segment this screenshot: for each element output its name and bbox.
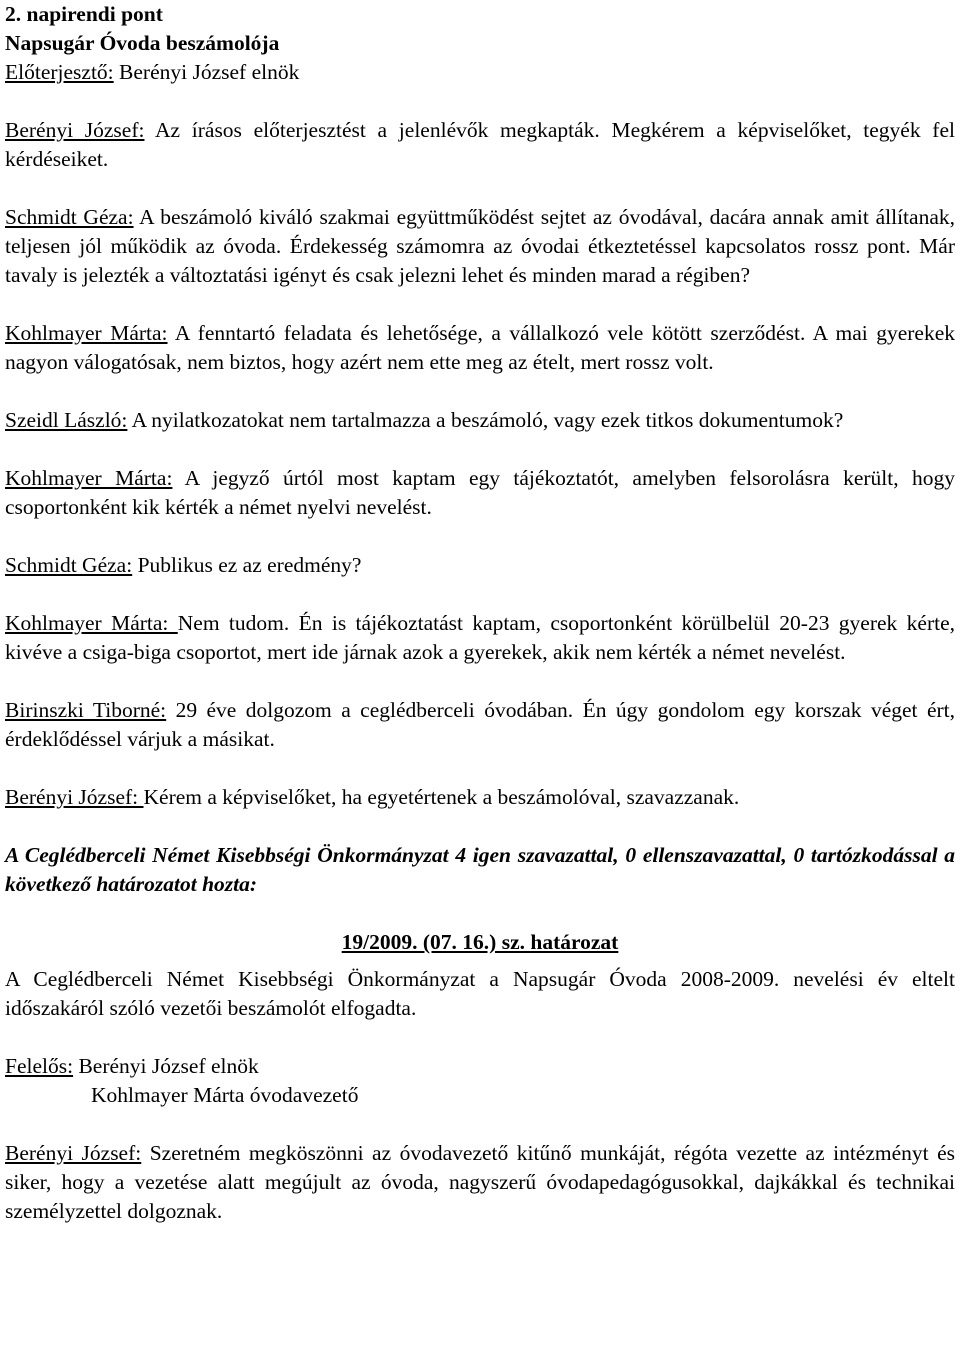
speech-text: Kérem a képviselőket, ha egyetértenek a beszámolóval, szavazzanak. [143,785,740,809]
agenda-title: Napsugár Óvoda beszámolója [5,31,280,55]
responsible-label: Felelős: [5,1054,74,1078]
speaker-name: Berényi József: [5,1141,142,1165]
speaker-name: Schmidt Géza: [5,553,133,577]
resolution-number: 19/2009. (07. 16.) sz. határozat [341,930,619,954]
speech-text: A jegyző úrtól most kaptam egy tájékoztatót, amelyben felsorolásra került, hogy csoportonként kik kérték a német nyelvi nevelést. [5,466,955,519]
responsible-person-1: Berényi József elnök [73,1054,259,1078]
presenter-label: Előterjesztő: [5,60,114,84]
speech-paragraph [5,464,955,522]
speaker-name: Birinszki Tiborné: [5,698,167,722]
speech-text: Az írásos előterjesztést a jelenlévők megkapták. Megkérem a képviselőket, tegyék fel kérdéseiket. [5,118,955,171]
speech-paragraph [5,696,955,754]
responsible-line [5,1052,955,1081]
speech-text: Publikus ez az eredmény? [132,553,362,577]
speech-paragraph [5,551,955,580]
speech-paragraph [5,609,955,667]
closing-text: Szeretném megköszönni az óvodavezető kitűnő munkáját, régóta vezette az intézményt és siker, hogy a vezetése alatt megújult az óvoda, nagyszerű óvodapedagógusokkal, dajkákkal és technikai személyzettel dolgoznak. [5,1141,956,1223]
speaker-name: Kohlmayer Márta: [5,611,178,635]
document-page [5,0,955,1226]
speech-paragraph [5,203,955,290]
responsible-person-2: Kohlmayer Márta óvodavezető [91,1083,359,1107]
speaker-name: Kohlmayer Márta: [5,321,168,345]
speech-text: 29 éve dolgozom a ceglédberceli óvodában. Én úgy gondolom egy korszak véget ért, érdeklődéssel várjuk a másikat. [5,698,956,751]
speaker-name: Berényi József: [5,118,145,142]
speech-text: Nem tudom. Én is tájékoztatást kaptam, csoportonként körülbelül 20-23 gyerek kérte, kivéve a csiga-biga csoportot, mert ide járnak azok a gyerekek, akik nem kérték a német nevelést. [5,611,956,664]
decision-intro: A Ceglédberceli Német Kisebbségi Önkormányzat 4 igen szavazattal, 0 ellenszavazattal, 0 tartózkodással a következő határozatot hozta: [5,843,955,896]
speech-paragraph [5,783,955,812]
speech-paragraph [5,406,955,435]
presenter-value: Berényi József elnök [113,60,300,84]
speech-text: A beszámoló kiváló szakmai együttműködést sejtet az óvodával, dacára annak amit állítanak, teljesen jól működik az óvoda. Érdekesség számomra az óvodai étkeztetéssel kapcsolatos rossz pont. Már tavaly is jelezték a változtatási igényt és csak jelezni lehet és minden marad a régiben? [5,205,955,287]
resolution-text: A Ceglédberceli Német Kisebbségi Önkormányzat a Napsugár Óvoda 2008-2009. nevelési év eltelt időszakáról szóló vezetői beszámolót elfogadta. [5,967,955,1020]
agenda-item-number: 2. napirendi pont [5,2,163,26]
speaker-name: Schmidt Géza: [5,205,134,229]
speaker-name: Kohlmayer Márta: [5,466,173,490]
speaker-name: Szeidl László: [5,408,128,432]
speaker-name: Berényi József: [5,785,144,809]
speech-paragraph [5,319,955,377]
presenter-line [5,58,955,87]
speech-text: A fenntartó feladata és lehetősége, a vállalkozó vele kötött szerződést. A mai gyerekek nagyon válogatósak, nem biztos, hogy azért nem ette meg az ételt, mert rossz volt. [5,321,955,374]
closing-paragraph [5,1139,955,1226]
speech-text: A nyilatkozatokat nem tartalmazza a beszámoló, vagy ezek titkos dokumentumok? [127,408,844,432]
speech-paragraph [5,116,955,174]
